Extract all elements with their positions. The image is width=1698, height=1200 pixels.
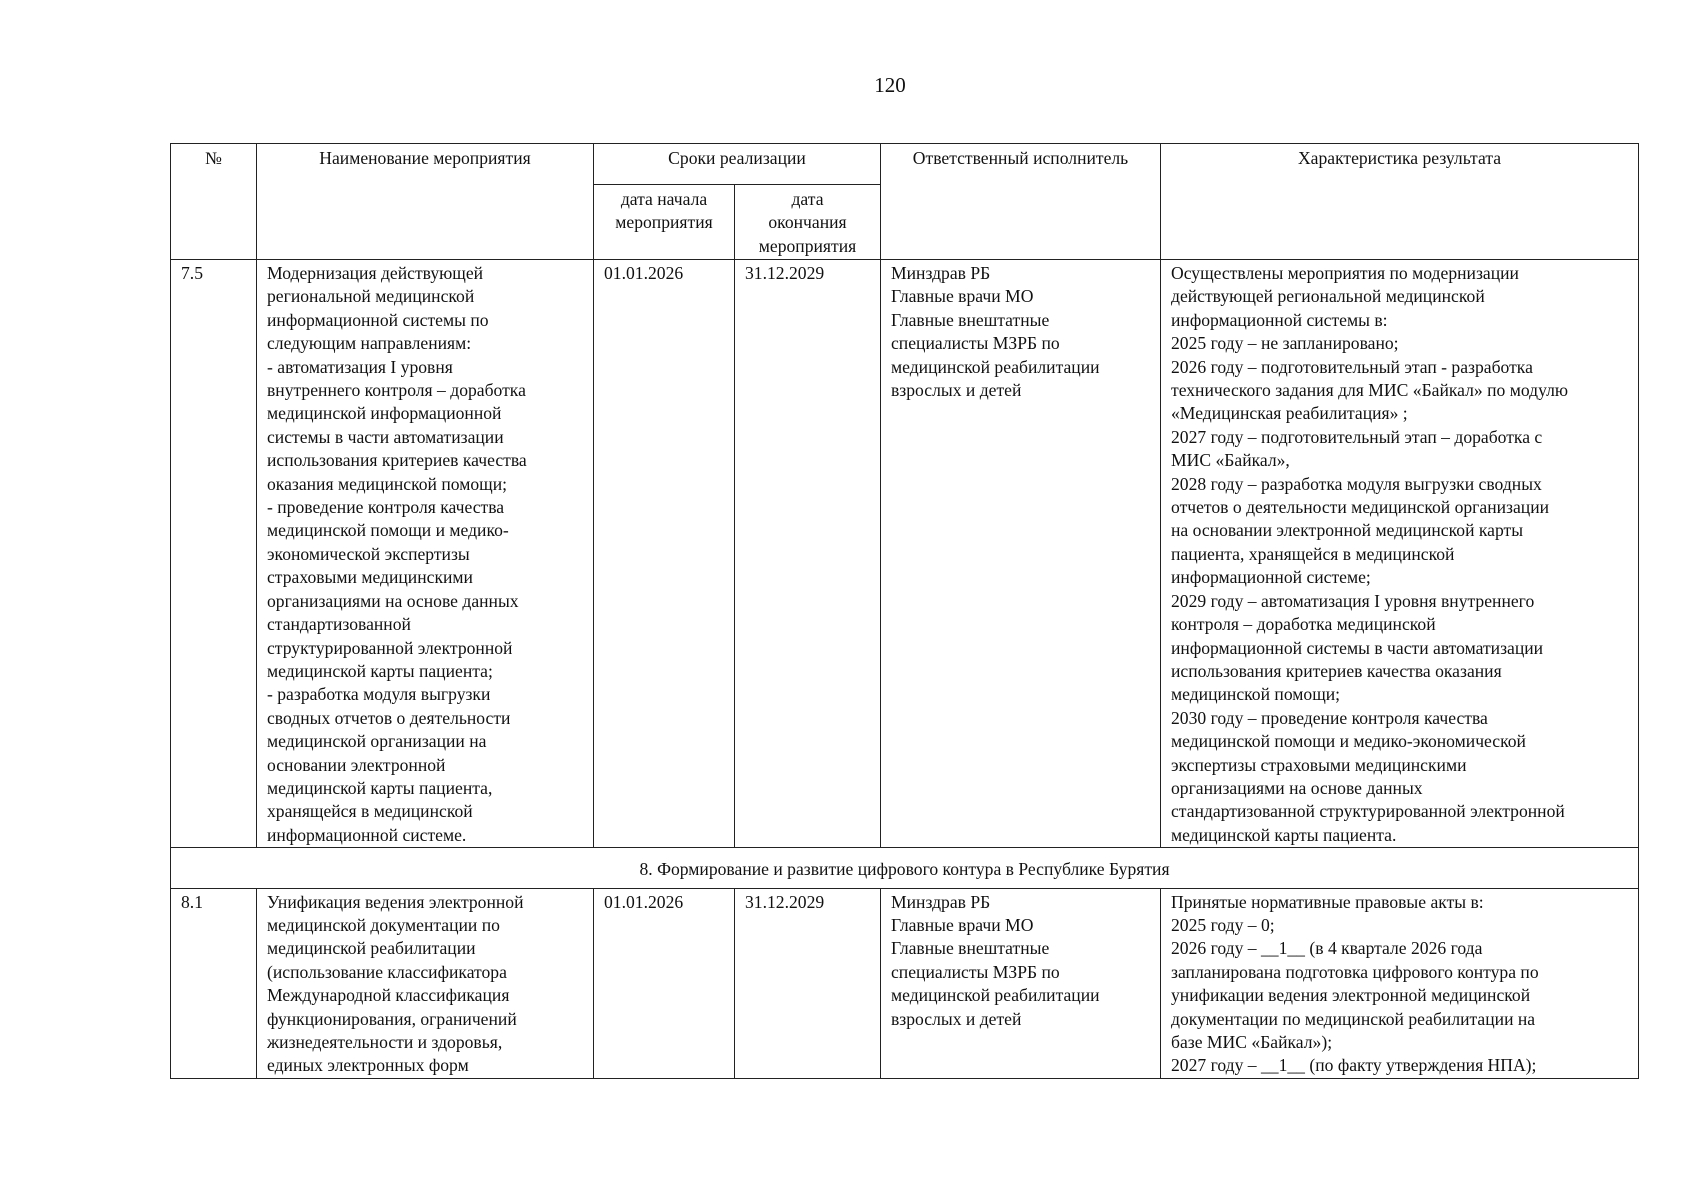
row-start-date: 01.01.2026	[594, 888, 735, 1078]
row-result: Осуществлены мероприятия по модернизации действующей региональной медицинской информационной системы в: 2025 году – не запланировано; 2026 году – подготовительный этап - разработка технического задания для МИС «Байкал» по модулю «Медицинская реабилитация» ; 2027 году – подготовительный этап – доработка с МИС «Байкал», 2028 году – разработка модуля выгрузки сводных отчетов о деятельности медицинской организации на основании электронной медицинской карты пациента, хранящейся в медицинской информационной системе; 2029 году – автоматизация I уровня внутреннего контроля – доработка медицинской информационной системы в части автоматизации использования критериев качества оказания медицинской помощи; 2030 году – проведение контроля качества медицинской помощи и медико-экономической экспертизы страховыми медицинскими организациями на основе данных стандартизованной структурированной электронной медицинской карты пациента.	[1161, 260, 1639, 848]
section-title: 8. Формирование и развитие цифрового контура в Республике Бурятия	[171, 848, 1639, 888]
header-result: Характеристика результата	[1161, 144, 1639, 260]
row-name: Модернизация действующей региональной медицинской информационной системы по следующим направлениям: - автоматизация I уровня внутреннего контроля – доработка медицинской информационной системы в части автоматизации использования критериев качества оказания медицинской помощи; - проведение контроля качества медицинской помощи и медико- экономической экспертизы страховыми медицинскими организациями на основе данных стандартизованной структурированной электронной медицинской карты пациента; - разработка модуля выгрузки сводных отчетов о деятельности медицинской организации на основании электронной медицинской карты пациента, хранящейся в медицинской информационной системе.	[257, 260, 594, 848]
header-executor: Ответственный исполнитель	[881, 144, 1161, 260]
header-name: Наименование мероприятия	[257, 144, 594, 260]
row-result: Принятые нормативные правовые акты в: 2025 году – 0; 2026 году – __1__ (в 4 квартале 2026 года запланирована подготовка цифрового контура по унификации ведения электронной медицинской документации по медицинской реабилитации на базе МИС «Байкал»); 2027 году – __1__ (по факту утверждения НПА);	[1161, 888, 1639, 1078]
row-number: 8.1	[171, 888, 257, 1078]
section-row	[171, 848, 1639, 888]
row-executor: Минздрав РБ Главные врачи МО Главные внештатные специалисты МЗРБ по медицинской реабилитации взрослых и детей	[881, 888, 1161, 1078]
row-number: 7.5	[171, 260, 257, 848]
table-row	[171, 260, 1639, 848]
header-number: №	[171, 144, 257, 260]
table-row	[171, 888, 1639, 1078]
header-start-date: дата начала мероприятия	[594, 185, 735, 260]
row-executor: Минздрав РБ Главные врачи МО Главные внештатные специалисты МЗРБ по медицинской реабилитации взрослых и детей	[881, 260, 1161, 848]
activities-table	[170, 143, 1639, 1079]
header-terms: Сроки реализации	[594, 144, 881, 185]
row-end-date: 31.12.2029	[735, 888, 881, 1078]
row-start-date: 01.01.2026	[594, 260, 735, 848]
page-number: 120	[874, 73, 906, 97]
row-name: Унификация ведения электронной медицинской документации по медицинской реабилитации (использование классификатора Международной классификация функционирования, ограничений жизнедеятельности и здоровья, единых электронных форм	[257, 888, 594, 1078]
header-end-date: дата окончания мероприятия	[735, 185, 881, 260]
row-end-date: 31.12.2029	[735, 260, 881, 848]
